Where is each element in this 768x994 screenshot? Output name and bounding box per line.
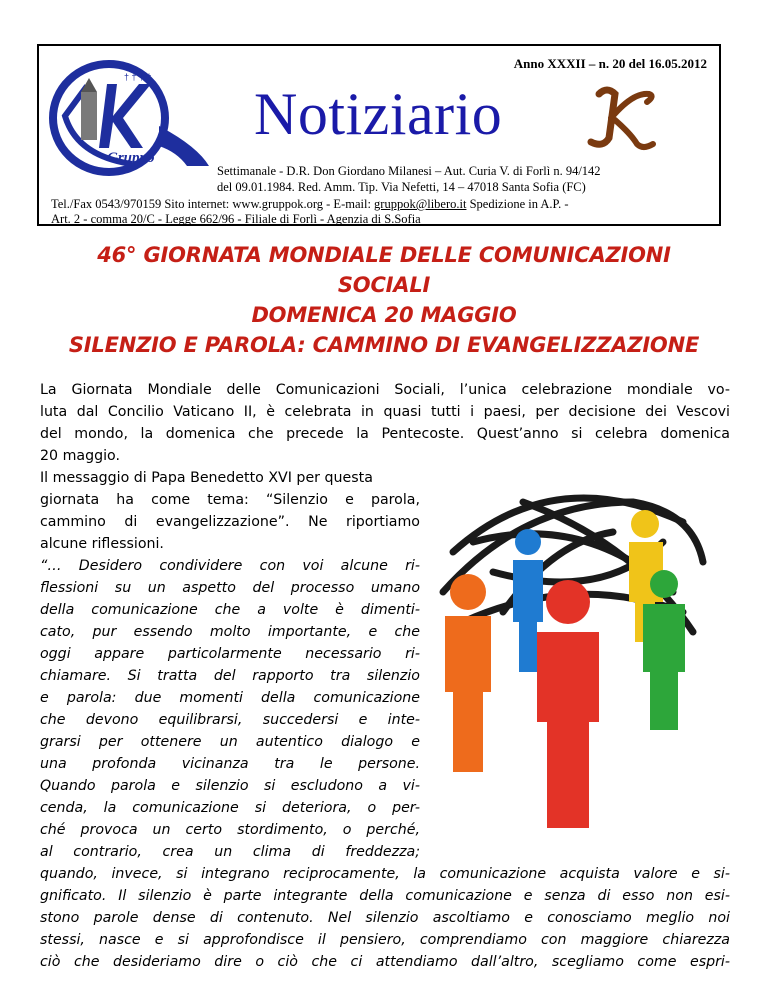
masthead bbox=[37, 44, 721, 226]
issue-info: Anno XXXII – n. 20 del 16.05.2012 bbox=[513, 56, 707, 71]
headline-line: SILENZIO E PAROLA: CAMMINO DI EVANGELIZZAZIONE bbox=[68, 333, 700, 357]
gruppo-k-logo bbox=[47, 56, 217, 176]
newsletter-title: Notiziario bbox=[254, 81, 503, 147]
title-k-glyph bbox=[581, 82, 661, 152]
quote-continuation: quando, invece, si integrano reciprocamente, la comunicazione acquista valore e si- gnificato. Il silenzio è parte integrante della comunicazione e senza di esso non esi- stono parole dense di contenuto. Nel silenzio ascoltiamo e conosciamo meglio noi stessi, nasce e si approfondisce il pensiero, comprendiamo con maggiore chiarezza ciò che desideriamo dire o ciò che ci attendiamo dall’altro, scegliamo come espri- bbox=[40, 866, 730, 970]
header-line-4: Art. 2 - comma 20/C - Legge 662/96 - Filiale di Forlì - Agenzia di S.Sofia bbox=[51, 212, 421, 226]
quote-paragraph: “… Desidero condividere con voi alcune ri- flessioni su un aspetto del processo umano della comunicazione che a volte è dimenti- cato, pur essendo molto importante, e che oggi appare particolarmente necessario ri- chiamare. Si tratta del rapporto tra silenzio e parola: due momenti della comunicazione che devono equilibrarsi, succedersi e inte- grarsi per ottenere un autentico dialogo e una profonda vicinanza tra le persone. Quando parola e silenzio si escludono a vi- cenda, la comunicazione si deteriora, o per- ché provoca un certo stordimento, o perché, al contrario, crea un clima di freddezza; bbox=[40, 558, 420, 860]
article-headline bbox=[0, 240, 768, 360]
message-paragraph: Il messaggio di Papa Benedetto XVI per questa giornata ha come tema: “Silenzio e parola, cammino di evangelizzazione”. Ne riportiamo alcune riflessioni. bbox=[40, 470, 420, 552]
headline-line: DOMENICA 20 MAGGIO bbox=[251, 303, 517, 327]
header-line-3: Tel./Fax 0543/970159 Sito internet: www.gruppok.org - E-mail: gruppok@libero.it Spedizione in A.P. - bbox=[51, 197, 569, 211]
headline-line: SOCIALI bbox=[337, 273, 431, 297]
header-line-2: del 09.01.1984. Red. Amm. Tip. Via Nefetti, 14 – 47018 Santa Sofia (FC) bbox=[217, 180, 586, 194]
intro-paragraph: La Giornata Mondiale delle Comunicazioni Sociali, l’unica celebrazione mondiale vo- luta dal Concilio Vaticano II, è celebrata in quasi tutti i paesi, per decisione dei Vescovi del mondo, la domenica che precede la Pentecoste. Quest’anno si celebra domenica 20 maggio. bbox=[40, 382, 730, 464]
logo-text: Gruppo bbox=[107, 150, 155, 166]
email-link[interactable]: gruppok@libero.it bbox=[374, 197, 467, 211]
header-line-1: Settimanale - D.R. Don Giordano Milanesi – Aut. Curia V. di Forlì n. 94/142 bbox=[217, 164, 601, 178]
headline-line: 46° GIORNATA MONDIALE DELLE COMUNICAZIONI bbox=[97, 243, 671, 267]
svg-text:† † † †: † † † † bbox=[124, 72, 152, 82]
people-network-illustration bbox=[433, 482, 719, 828]
